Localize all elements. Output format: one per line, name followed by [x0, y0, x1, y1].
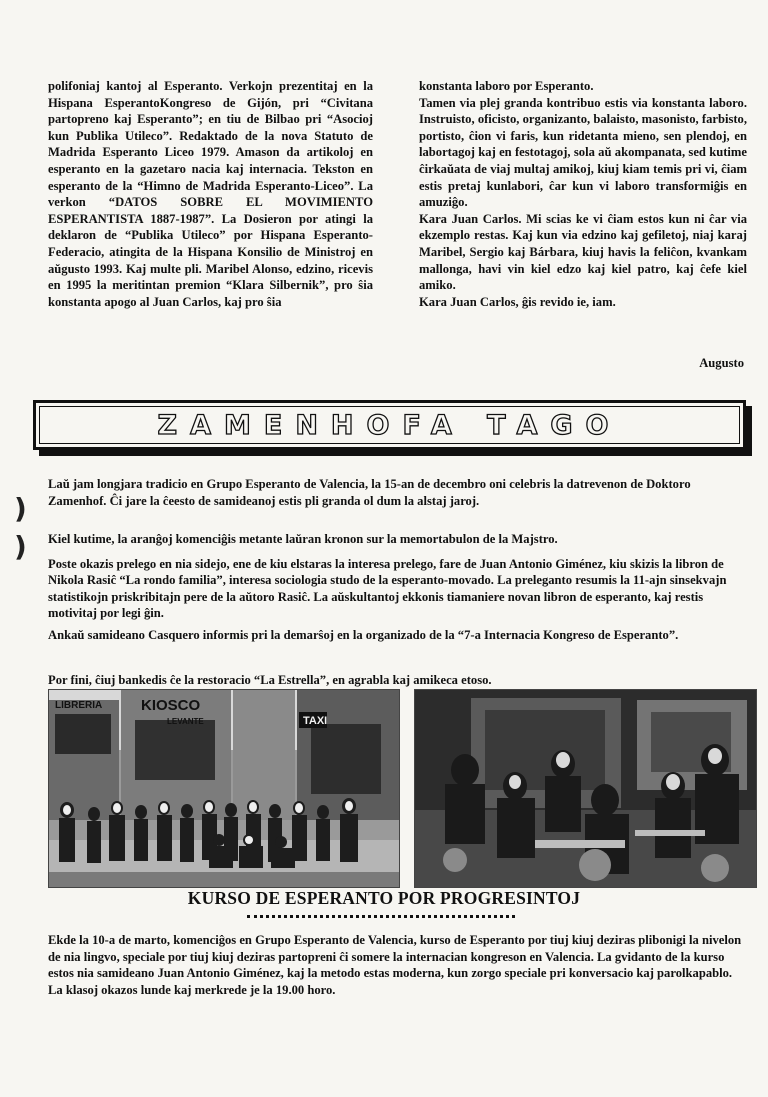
title-dotted-rule	[247, 915, 515, 922]
sign-levante: LEVANTE	[167, 717, 204, 726]
course-article	[48, 932, 748, 1006]
banner-title: ZAMENHOFA TAGO	[157, 409, 622, 441]
margin-mark: )	[14, 492, 27, 525]
article-paragraph: Ekde la 10-a de marto, komenciĝos en Grupo Esperanto de Valencia, kurso de Esperanto por tiuj kiuj deziras plibonigi la nivelon de nia lingvo, speciale por tiuj kiuj deziras partopreni ĉi somere la internacian kongreson en Valencia. La gvidanto de la kurso estos nia samideano Juan Antonio Giménez, kaj la metodo estas moderna, kun zorgo speciale pri konversacio kaj parolkapablo. La klasoj okazos lunde kaj merkrede je la 19.00 horo.	[48, 933, 742, 997]
right-column-paragraph: Tamen via plej granda kontribuo estis via konstanta laboro. Instruisto, oficisto, organizanto, balaisto, masonisto, farbisto, portisto, ĉion vi faris, kun ridetanta mieno, sen plendoj, en labortagoj kaj en festotagoj, sola aŭ akompanata, sed kutime ĉirkaŭata de viaj multaj amikoj, kiuj kiam temis pri vi, ĉiam estis pretaj kunlabori, ĉar kun vi laboro transformiĝis en amuziĝo.	[419, 95, 747, 210]
margin-mark: )	[14, 530, 27, 563]
article-paragraph: Laŭ jam longjara tradicio en Grupo Esperanto de Valencia, la 15-an de decembro oni celebris la datrevenon de Doktoro Zamenhof. Ĉi jare la ĉeesto de samideanoj estis pli granda ol dum la alstaj jaroj.	[48, 477, 691, 508]
sign-kiosco: KIOSCO	[141, 697, 201, 714]
article-paragraph: Kiel kutime, la aranĝoj komenciĝis metante laŭran kronon sur la memortabulon de la Majstro.	[48, 532, 558, 546]
right-column	[419, 78, 747, 310]
sign-taxi: TAXI	[303, 715, 328, 727]
restaurant-photo-image	[415, 690, 756, 887]
article-paragraph: Por fini, ĉiuj bankedis ĉe la restoracio “La Estrella”, en agrabla kaj amikeca etoso.	[48, 673, 492, 687]
zamenhof-congress	[48, 627, 748, 652]
right-column-paragraph: Kara Juan Carlos, ĝis revido ie, iam.	[419, 294, 616, 309]
course-title: KURSO DE ESPERANTO POR PROGRESINTOJ	[187, 888, 581, 908]
section-banner	[33, 400, 746, 450]
author-signature: Augusto	[699, 356, 744, 370]
sign-libreria: LIBRERIA	[55, 700, 103, 711]
article-paragraph: Poste okazis prelego en nia sidejo, ene de kiu elstaras la interesa prelego, fare de Juan Antonio Giménez, kiu skizis la libron de Nikola Rasiĉ “La rondo familia”, interesa sociologia studo de la esperanto-movado. La preleganto resumis la 11-ajn sinsekvajn statistikojn priskribitajn pere de la aŭtoro Rasiĉ. La aŭskultantoj ekkonis tiamaniere novan libron de esperanto, kaj restis motivitaj por legi ĝin.	[48, 556, 727, 620]
left-column	[48, 78, 373, 310]
group-photo-image	[49, 690, 399, 887]
group-photo	[48, 689, 400, 888]
left-column-paragraph: polifoniaj kantoj al Esperanto. Verkojn prezentitaj en la Hispana EsperantoKongreso de Gijón, pri “Civitana partopreno kaj Esperanto”; en tiu de Bilbao pri “Asocioj kun Publika Utileco”. Redaktado de la nova Statuto de Madrida Esperanto Liceo 1979. Amason da artikoloj en esperanto en la gazetaro nacia kaj internacia. Tekston en esperanto de la “Himno de Madrida Esperanto-Liceo”. La verkon “DATOS SOBRE EL MOVIMIENTO ESPERANTISTA 1887-1987”. La Dosieron por atingi la deklaron de “Publika Utileco” por Hispana Esperanto-Federacio, atingita de la Hispana Konsilio de Ministroj en aŭgusto 1993. Kaj multe pli. Maribel Alonso, edzino, ricevis en 1995 la meritintan premion “Klara Silbernik”, pro ŝia konstanta apogo al Juan Carlos, kaj pro ŝia	[48, 79, 373, 309]
zamenhof-intro	[48, 476, 748, 517]
restaurant-photo	[414, 689, 757, 888]
right-column-paragraph: konstanta laboro por Esperanto.	[419, 79, 594, 93]
article-paragraph: Ankaŭ samideano Casquero informis pri la demarŝoj en la organizado de la “7-a Internacia Kongreso de Esperanto”.	[48, 628, 679, 642]
zamenhof-events	[48, 531, 748, 630]
right-column-paragraph: Kara Juan Carlos. Mi scias ke vi ĉiam estos kun ni ĉar via ekzemplo restas. Kaj kun via edzino kaj gefiletoj, niaj karaj Maribel, Sergio kaj Bárbara, kiuj havis la feliĉon, kvankam mallonga, havi vin kiel edzo kaj kiel patro, kaj ĉefe kiel amiko.	[419, 211, 747, 293]
